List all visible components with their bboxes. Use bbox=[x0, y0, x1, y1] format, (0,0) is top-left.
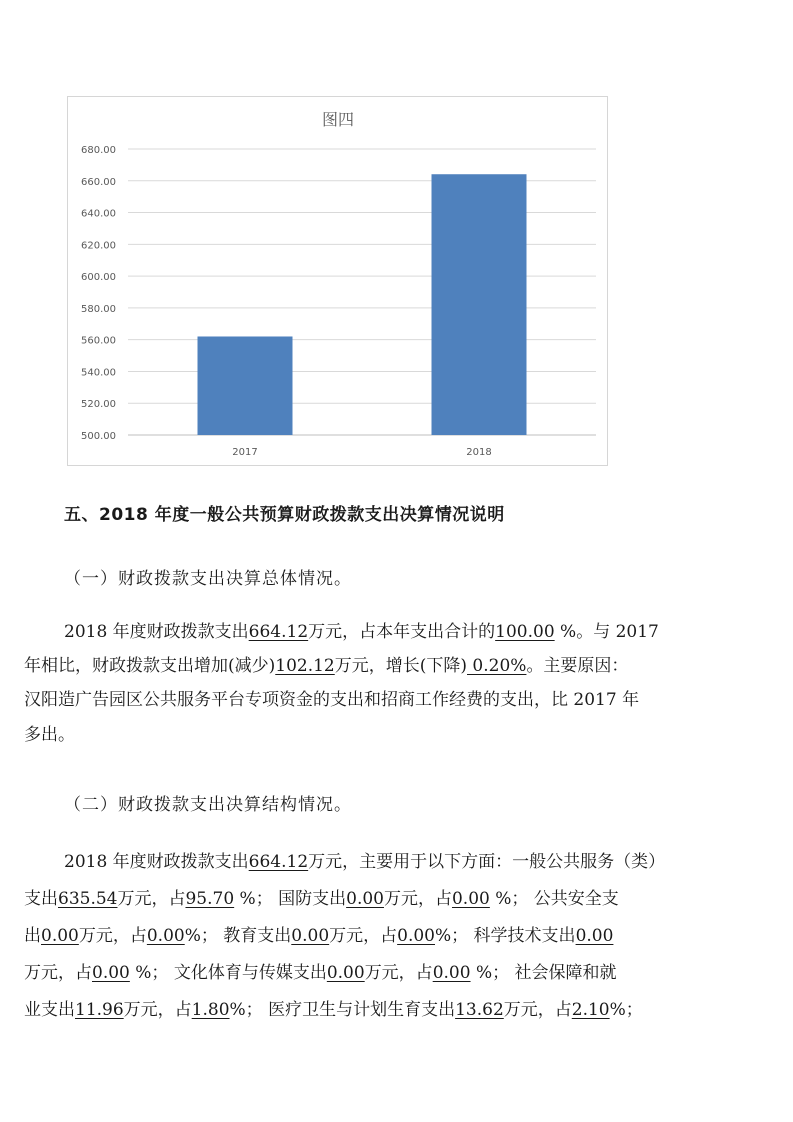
value: 0.00 bbox=[575, 926, 614, 946]
value: 635.54 bbox=[58, 889, 118, 909]
text: %； 科学技术支出 bbox=[435, 926, 576, 946]
value: 0.00 bbox=[451, 889, 490, 909]
bar-2018 bbox=[432, 174, 527, 435]
paragraph-structure-line-1 bbox=[64, 847, 665, 872]
section-heading: 五、2018 年度一般公共预算财政拨款支出决算情况说明 bbox=[64, 505, 505, 525]
value: 2.10 bbox=[571, 1000, 610, 1020]
text: %； 教育支出 bbox=[184, 926, 292, 946]
y-tick-label: 600.00 bbox=[81, 272, 116, 284]
text: 万元，占 bbox=[503, 1000, 572, 1020]
text: 万元，增长(下降) bbox=[334, 656, 468, 676]
text: 万元，占本年支出合计的 bbox=[308, 622, 496, 642]
paragraph-overall-line-2 bbox=[24, 651, 628, 676]
paragraph-structure-line-3 bbox=[24, 921, 613, 946]
bar-chart bbox=[68, 97, 609, 467]
total-ratio-value: 100.00 bbox=[495, 622, 555, 642]
paragraph-overall-line-1 bbox=[64, 617, 659, 642]
text: 2018 年度财政拨款支出 bbox=[64, 852, 249, 872]
text: 年相比，财政拨款支出增加(减少) bbox=[24, 656, 276, 676]
text: %。与 2017 bbox=[554, 622, 659, 642]
text: 万元，占 bbox=[24, 963, 92, 983]
text: 万元，占 bbox=[117, 889, 186, 909]
y-tick-label: 580.00 bbox=[81, 303, 116, 315]
value: 0.00 bbox=[432, 963, 471, 983]
paragraph-structure-line-4 bbox=[24, 958, 617, 983]
bar-2017 bbox=[198, 336, 293, 435]
y-tick-label: 540.00 bbox=[81, 367, 116, 379]
value: 0.00 bbox=[326, 963, 365, 983]
y-tick-label: 520.00 bbox=[81, 399, 116, 411]
y-tick-label: 560.00 bbox=[81, 335, 116, 347]
chart-title: 图四 bbox=[321, 110, 355, 129]
value: 1.80 bbox=[191, 1000, 230, 1020]
text: 万元，占 bbox=[364, 963, 433, 983]
text: 业支出 bbox=[24, 1000, 75, 1020]
y-tick-label: 620.00 bbox=[81, 240, 116, 252]
increase-value: 102.12 bbox=[275, 656, 335, 676]
y-tick-label: 680.00 bbox=[81, 145, 116, 156]
text: %； 医疗卫生与计划生育支出 bbox=[229, 1000, 456, 1020]
text: 万元，占 bbox=[123, 1000, 192, 1020]
value: 0.00 bbox=[397, 926, 435, 946]
text: 万元，占 bbox=[329, 926, 398, 946]
text: 万元，占 bbox=[78, 926, 147, 946]
value: 0.00 bbox=[41, 926, 79, 946]
subheading-overall: （一）财政拨款支出决算总体情况。 bbox=[64, 569, 352, 589]
total-expense-value: 664.12 bbox=[248, 852, 309, 872]
paragraph-overall-line-4: 多出。 bbox=[24, 725, 75, 745]
y-tick-label: 640.00 bbox=[81, 208, 116, 220]
text: %； 公共安全支 bbox=[489, 889, 619, 909]
text: 出 bbox=[24, 926, 41, 946]
value: 0.00 bbox=[291, 926, 330, 946]
value: 13.62 bbox=[455, 1000, 504, 1020]
text: 万元，主要用于以下方面：一般公共服务（类） bbox=[308, 852, 666, 872]
y-tick-label: 500.00 bbox=[81, 431, 116, 442]
text: 。主要原因： bbox=[526, 656, 629, 676]
value: 0.00 bbox=[146, 926, 185, 946]
x-tick-label: 2018 bbox=[466, 447, 492, 458]
value: 0.00 bbox=[92, 963, 130, 983]
text: %； 文化体育与传媒支出 bbox=[129, 963, 327, 983]
text: %； bbox=[609, 1000, 643, 1020]
paragraph-structure-line-5 bbox=[24, 995, 643, 1020]
text: %； 社会保障和就 bbox=[470, 963, 617, 983]
value: 0.00 bbox=[346, 889, 384, 909]
text: %； 国防支出 bbox=[234, 889, 347, 909]
growth-rate-value: 0.20% bbox=[467, 656, 527, 676]
chart-figure-four bbox=[67, 96, 608, 466]
text: 2018 年度财政拨款支出 bbox=[64, 622, 249, 642]
text: 万元，占 bbox=[383, 889, 452, 909]
subheading-structure: （二）财政拨款支出决算结构情况。 bbox=[64, 795, 352, 815]
paragraph-overall-line-3: 汉阳造广告园区公共服务平台专项资金的支出和招商工作经费的支出，比 2017 年 bbox=[24, 690, 640, 710]
total-expense-value: 664.12 bbox=[248, 622, 309, 642]
value: 11.96 bbox=[75, 1000, 124, 1020]
y-tick-label: 660.00 bbox=[81, 176, 116, 188]
paragraph-structure-line-2 bbox=[24, 884, 619, 909]
value: 95.70 bbox=[185, 889, 235, 909]
x-tick-label: 2017 bbox=[232, 447, 258, 458]
text: 支出 bbox=[24, 889, 58, 909]
